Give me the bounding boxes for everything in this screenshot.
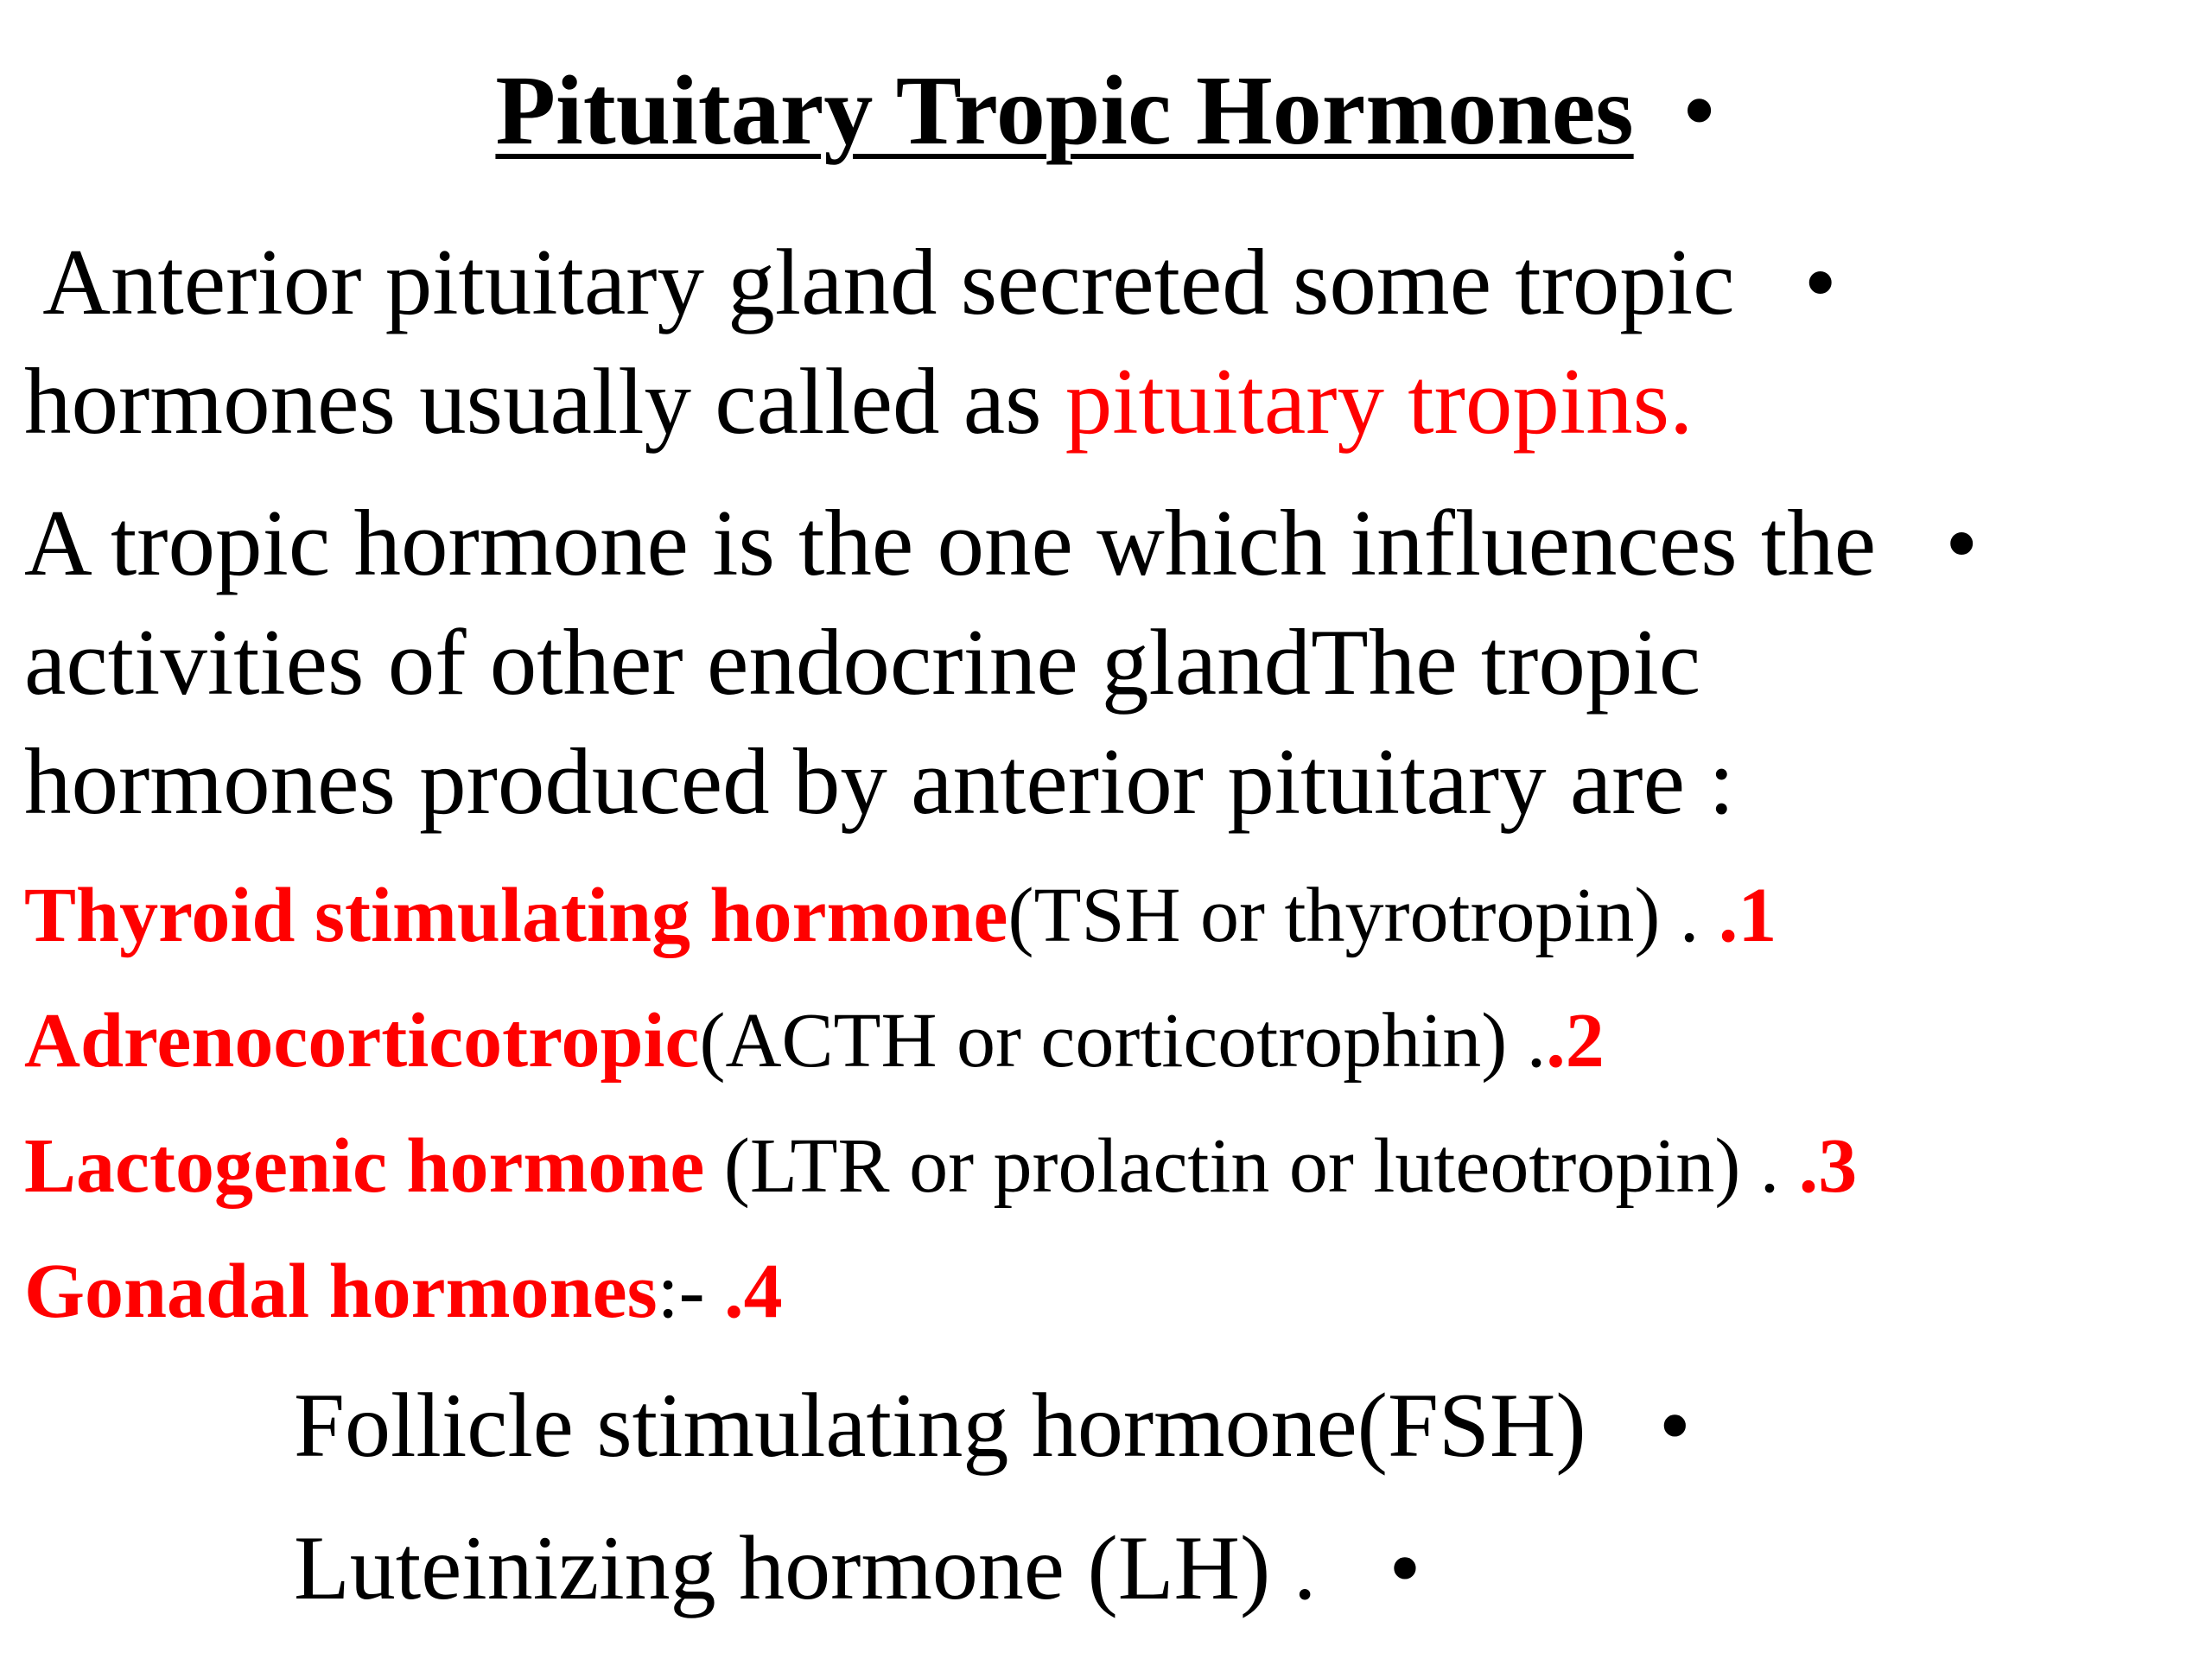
list-item <box>24 1244 783 1339</box>
paragraph1-line1 <box>24 223 1837 342</box>
sub-list-item-text: Follicle stimulating hormone(FSH) <box>294 1375 1586 1476</box>
list-item-name: Thyroid stimulating hormone <box>24 873 1008 958</box>
slide-title-row <box>0 54 2212 167</box>
list-item-detail: (LTR or prolactin or luteotropin) . <box>704 1123 1799 1209</box>
list-item-detail: (ACTH or corticotrophin) . <box>699 998 1547 1084</box>
list-item-detail: (TSH or thyrotropin) . <box>1007 873 1719 958</box>
pituitary-tropins-highlight: pituitary tropins. <box>1065 349 1694 454</box>
list-item <box>24 994 1605 1089</box>
sub-list-item-bullet: • <box>1658 1375 1691 1476</box>
paragraph2-line2: activities of other endocrine glandThe tropic <box>24 610 1701 715</box>
paragraph-tropic-definition <box>24 484 1978 842</box>
list-item-detail: :- <box>657 1249 725 1334</box>
list-item-name: Lactogenic hormone <box>24 1123 705 1209</box>
paragraph1-line2-text: hormones usually called as <box>24 349 1065 454</box>
list-item-number: .1 <box>1718 873 1777 958</box>
paragraph-pituitary-tropins <box>24 223 1837 461</box>
sub-list-item <box>294 1370 1691 1482</box>
sub-list-item <box>294 1512 1421 1624</box>
slide-title: Pituitary Tropic Hormones <box>495 55 1634 165</box>
list-item <box>24 868 1777 963</box>
list-item-number: .3 <box>1798 1123 1858 1209</box>
paragraph2-line1 <box>24 484 1978 603</box>
sub-list-item-bullet: • <box>1389 1517 1421 1618</box>
list-item-name: Gonadal hormones <box>24 1249 658 1334</box>
sub-list-item-text: Luteinizing hormone (LH) . <box>294 1517 1317 1618</box>
paragraph2-line1-text: A tropic hormone is the one which influences the <box>24 491 1877 595</box>
paragraph2-bullet: • <box>1945 491 1979 595</box>
paragraph2-line3: hormones produced by anterior pituitary are : <box>24 729 1735 834</box>
list-item <box>24 1119 1857 1214</box>
paragraph1-line2 <box>24 342 1837 461</box>
title-bullet: • <box>1681 55 1717 165</box>
list-item-number: .4 <box>724 1249 783 1334</box>
paragraph1-line1-text: Anterior pituitary gland secreted some tropic <box>24 230 1735 334</box>
list-item-name: Adrenocorticotropic <box>24 998 700 1084</box>
paragraph1-bullet: • <box>1803 230 1837 334</box>
list-item-number: .2 <box>1546 998 1605 1084</box>
